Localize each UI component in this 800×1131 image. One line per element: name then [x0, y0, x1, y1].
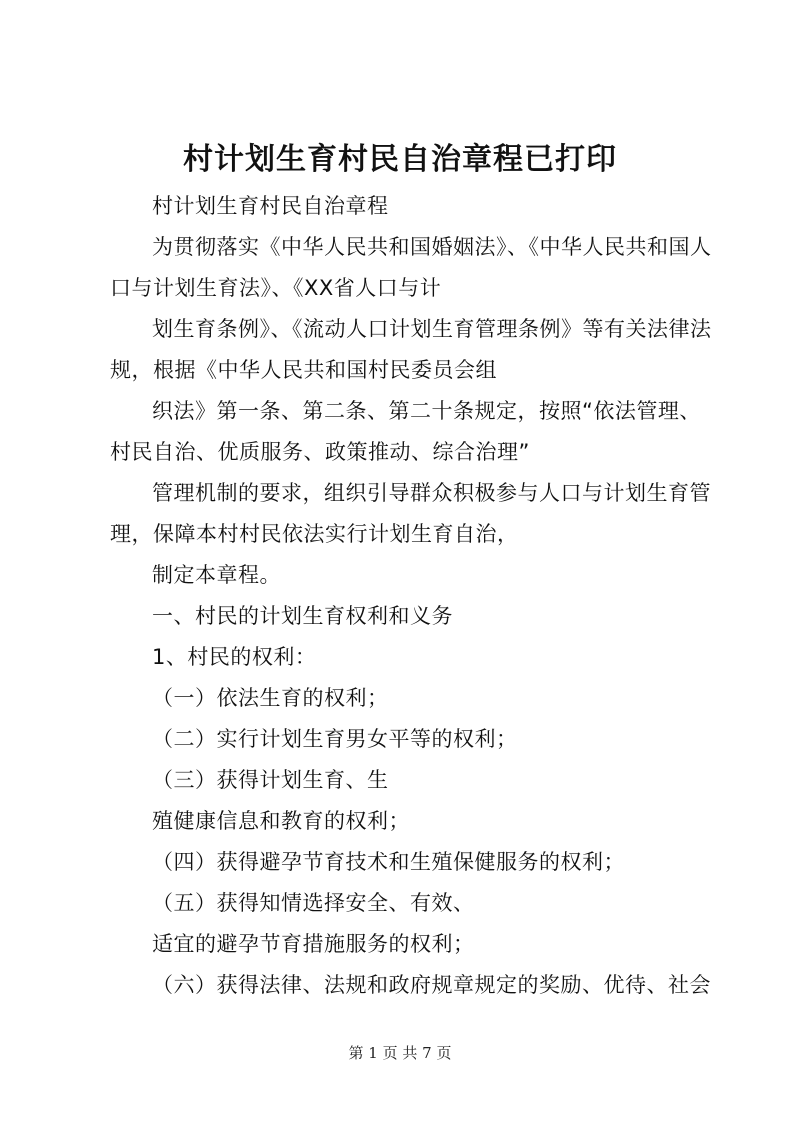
- body-line: 村民自治、优质服务、政策推动、综合治理”: [110, 440, 530, 464]
- document-title: 村计划生育村民自治章程已打印: [183, 142, 617, 177]
- body-line: 织法》第一条、第二条、第二十条规定，按照“依法管理、: [152, 399, 701, 423]
- list-item: （五）获得知情选择安全、有效、: [152, 891, 475, 915]
- document-body: [110, 186, 710, 1006]
- section-heading: 一、村民的计划生育权利和义务: [152, 604, 453, 628]
- body-line: 划生育条例》、《流动人口计划生育管理条例》等有关法律法: [152, 317, 712, 341]
- body-line: 村计划生育村民自治章程: [152, 194, 389, 218]
- body-line: 为贯彻落实《中华人民共和国婚姻法》、《中华人民共和国人: [152, 235, 712, 259]
- body-line: 制定本章程。: [152, 563, 281, 587]
- list-item: （四）获得避孕节育技术和生殖保健服务的权利；: [152, 850, 625, 874]
- body-line: 管理机制的要求，组织引导群众积极参与人口与计划生育管: [152, 481, 711, 505]
- body-line: 口与计划生育法》、《XX省人口与计: [110, 276, 442, 300]
- page-footer: 第 1 页 共 7 页: [348, 1044, 452, 1062]
- list-item: （二）实行计划生育男女平等的权利；: [152, 727, 518, 751]
- subsection-heading: 1、村民的权利：: [152, 645, 317, 669]
- list-item: 适宜的避孕节育措施服务的权利；: [152, 932, 475, 956]
- list-item: （三）获得计划生育、生: [152, 768, 389, 792]
- list-item: 殖健康信息和教育的权利；: [152, 809, 410, 833]
- body-line: 理，保障本村村民依法实行计划生育自治，: [110, 522, 519, 546]
- list-item: （一）依法生育的权利；: [152, 686, 389, 710]
- body-line: 规，根据《中华人民共和国村民委员会组: [110, 358, 497, 382]
- list-item: （六）获得法律、法规和政府规章规定的奖励、优待、社会: [152, 973, 711, 997]
